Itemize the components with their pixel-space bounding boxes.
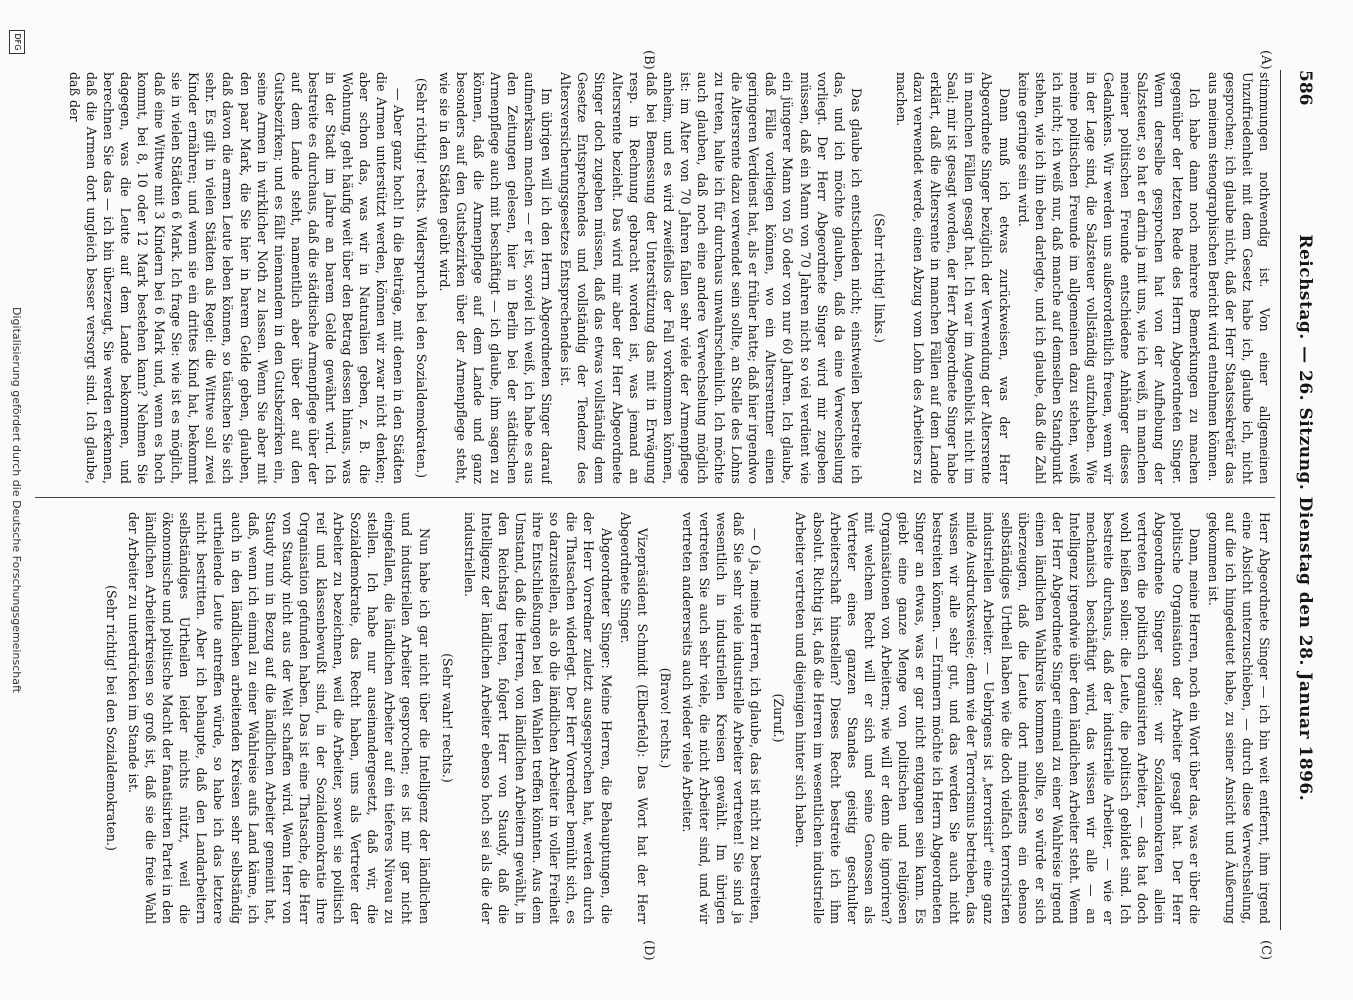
page-title: Reichstag. — 26. Sitzung. Dienstag den 28. Januar 1896.: [1295, 234, 1315, 802]
digitization-credit: Digitalisierung gefördert durch die Deutsche Forschungsgemeinschaft: [10, 307, 23, 693]
right-column-paragraph: Abgeordneter Singer: Meine Herren, die Behauptungen, die der Herr Vorredner zuletzt ausgesprochen hat, werden durch die Thatsachen widerlegt. Der Herr Vorredner bemüht sich, es so darzustellen, als ob die ländlichen Arbeiter in voller Freiheit ihre Entschließungen bei den Wahlen treffen könnten. Aus dem Umstand, daß die Herren, von ländlichen Arbeitern gewählt, in den Reichstag treten, folgert Herr von Staudy, daß die Intelligenz der ländlichen Arbeiter ebenso hoch sei als die der industriellen.: [461, 512, 614, 924]
right-column-paragraph: Nun habe ich gar nicht über die Intelligenz der ländlichen und industriellen Arbeiter gesprochen; es ist mir gar nicht eingefallen, die ländlichen Arbeiter auf ein tieferes Niveau zu stellen. Ich habe nur auseinandergesetzt, daß wir, die Sozialdemokratie, das Recht haben, uns als Vertreter der Arbeiter zu bezeichnen, weil die Arbeiter, soweit sie politisch reif und klassenbewußt sind, in der Sozialdemokratie ihre Organisation gefunden haben. Das ist eine Thatsache, die Herr von Staudy nicht aus der Welt schaffen wird. Wenn Herr von Staudy nun in Bezug auf die ländlichen Arbeiter gemeint hat, daß, wenn ich einmal zu einer Wahlreise aufs Land käme, ich auch in den ländlichen arbeitenden Kreisen sehr selbständig urtheilende Leute antreffen würde, so habe ich das letztere nicht bestritten. Aber ich behaupte, daß den Landarbeitern selbständiges Urtheilen leider nichts nützt, weil die ökonomische und politische Macht der fanatisirten Partei in den ländlichen Arbeiterkreisen so groß ist, daß sie die freie Wahl der Arbeiter zu unterdrücken im Stande ist.: [126, 512, 432, 924]
left-column-paragraph: Im übrigen will ich den Herrn Abgeordneten Singer darauf aufmerksam machen — er ist, soviel ich weiß, ich habe es aus den Zeitungen gelesen, hier in Berlin bei der städtischen Armenpflege auch mit beschäftigt — ich glaube, ihm sagen zu können, daß die Armenpflege auf dem Lande und ganz besonders auf den Gutsbezirken über der Armenpflege steht, wie sie in den Städten geübt wird.: [436, 72, 555, 484]
right-column-paragraph: Dann, meine Herren, noch ein Wort über das, was er über die politische Organisation der Arbeiter gesagt hat. Der Herr Abgeordnete Singer sagte: wir Sozialdemokraten allein vertreten die politisch organisirten Arbeiter, — das hat doch wohl heißen sollen: die Leute, die politisch gebildet sind. Ich bestreite durchaus, daß der industrielle Arbeiter, — wie er mechanisch beschäftigt wird, das wissen wir alle — an Intelligenz irgendwie über dem ländlichen Arbeiter steht. Wenn der Herr Abgeordnete Singer einmal zu einer Wahlreise irgend einen ländlichen Wahlkreis kommen sollte, so würde er sich überzeugen, daß die Leute dort mindestens ein ebenso selbständiges Urtheil haben wie die doch vielfach terrorisirten industriellen Arbeiter. — Uebrigens ist „terrorisirt“ eine ganz milde Ausdrucksweise; denn wie der Terrorismus betrieben, das wissen wir alle sehr gut, und das werden Sie auch nicht bestreiten können. — Erinnern möchte ich Herrn Abgeordneten Singer an etwas, was er gar nicht entgangen sein kann. Es giebt eine ganze Menge von politischen und religiösen Organisationen von Arbeitern; wie will er denn die ignoriren? mit welchem Recht will er sich und seine Genossen als Vertreter eines ganzen Standes geistig geschulter Arbeiterschaft hinstellen? Dieses Recht bestreite ich ihm absolut. Richtig ist, daß die Herren im wesentlichen industrielle Arbeiter vertreten und diejenigen hinter sich haben.: [793, 512, 1202, 924]
header-rule: [1280, 70, 1281, 930]
left-column-paragraph: (Sehr richtig! links.): [871, 213, 887, 343]
right-column-paragraph: (Sehr wahr! rechts.): [439, 653, 455, 783]
left-column-paragraph: Dann muß ich etwas zurückweisen, was der Herr Abgeordnete Singer bezüglich der Verwendung der Altersrente in manchen Fällen gesagt hat. Ich war im Augenblick nicht im Saal; mir ist gesagt worden, der Herr Abgeordnete Singer habe erklärt, daß die Altersrente in manchen Fällen auf dem Lande dazu verwendet werde, einen Abzug vom Lohn des Arbeiters zu machen.: [894, 72, 1012, 484]
page-header: [1287, 70, 1315, 930]
margin-marker-b: (B): [641, 50, 656, 70]
left-column-paragraph: (Sehr richtig! rechts. Widerspruch bei den Sozialdemokraten.): [414, 77, 430, 479]
margin-marker-a: (A): [1258, 50, 1273, 70]
margin-marker-d: (D): [641, 940, 656, 961]
left-column-paragraph: stimmungen nothwendig ist. Von einer allgemeinen Unzufriedenheit mit dem Gesetz habe ich, glaube ich, nicht gesprochen; ich glaube nicht, daß der Herr Staatssekretär das aus meinem stenographischen Bericht wird entnehmen können.: [1205, 72, 1272, 484]
left-column-paragraph: — Aber ganz hoch! In die Beiträge, mit denen in den Städten die Armen unterstützt werden, können wir zwar nicht denken; aber schon das, was wir in Naturalien geben, z. B. die Wohnung, geht häufig weit über den Betrag dessen hinaus, was in der Stadt im Jahre an barem Gelde gewährt wird. Ich bestreite es durchaus, daß die städtische Armenpflege über der auf dem Lande steht, namentlich aber über der auf den Gutsbezirken; und es fällt niemandem in den Gutsbezirken ein, seine Armen in wirklicher Noth zu lassen. Wenn Sie aber mit den paar Mark, die Sie hier in barem Gelde geben, glauben, daß davon die armen Leute leben können, so täuschen Sie sich sehr. Es gilt in vielen Städten als Regel: die Wittwe soll zwei Kinder ernähren; und wenn sie ein drittes Kind hat, bekommt sie in vielen Städten 6 Mark. Ich frage Sie: wie ist es möglich, daß eine Wittwe mit 3 Kindern bei 6 Mark und, wenn es hoch kommt, bei 8, 10 oder 12 Mark bestehen kann? Nehmen Sie dagegen, was die Leute auf dem Lande bekommen, und berechnen Sie das — ich bin überzeugt, Sie werden erkennen, daß die Armen dort ungleich besser versorgt sind. Ich glaube, daß der: [66, 72, 407, 484]
dfg-logo: DFG: [9, 30, 25, 54]
right-column-paragraph: Herr Abgeordnete Singer — ich bin weit entfernt, ihm irgend eine Absicht unterzuschieben, — durch diese Verwechselung, auf die ich hingedeutet habe, zu seiner Ansicht und Äußerung gekommen ist.: [1205, 512, 1272, 924]
right-column-paragraph: (Bravo! rechts.): [657, 667, 673, 769]
left-text-column: [41, 72, 1273, 484]
right-text-column: [41, 512, 1273, 924]
page-number: 586: [1295, 70, 1315, 106]
left-column-paragraph: Ich habe dann noch mehrere Bemerkungen zu machen gegenüber der letzten Rede des Herrn Abgeordneten Singer. Wenn derselbe gesprochen hat von der Aufhebung der Salzsteuer, so hat er darin ja mit uns, wie ich weiß, in manchen meiner politischen Freunde entschiedene Anhänger dieses Gedankens. Wir werden uns außerordentlich freuen, wenn wir in der Lage sind, die Salzsteuer vollständig aufzuheben. Wie meine politischen Freunde im allgemeinen dazu stehen, weiß ich nicht; ich weiß nur, daß manche auf demselben Standpunkt stehen, wie ich ihn eben darlegte, und ich glaube, daß die Zahl keine geringe sein wird.: [1015, 72, 1202, 484]
left-column-paragraph: Das glaube ich entschieden nicht; einstweilen bestreite ich das, und ich möchte glauben, daß da eine Verwechselung vorliegt. Der Herr Abgeordnete Singer wird mir zugeben müssen, daß ein Mann von 70 Jahren nicht so viel verdient wie ein jüngerer Mann von 50 oder von nur 60 Jahren. Ich glaube, daß Fälle vorliegen können, wo ein Altersrentner einen geringeren Verdienst hat, als er früher hatte; daß hier irgendwo die Altersrente dazu verwendet sein sollte, an Stelle des Lohns zu treten, halte ich für durchaus unwahrscheinlich. Ich möchte auch glauben, daß noch eine andere Verwechselung möglich ist: im Alter von 70 Jahren fallen sehr viele der Armenpflege anheim, und es wird zweifellos der Fall vorkommen können, daß bei Bemessung der Unterstützung das mit in Erwägung resp. in Rechnung gebracht worden ist, was jemand an Altersrente bezieht. Das wird mir aber der Herr Abgeordnete Singer doch zugeben müssen, daß das etwas vollständig dem Gesetze Entsprechendes und vollständig der Tendenz des Altersversicherungsgesetzes Entsprechendes ist.: [558, 72, 864, 484]
column-divider: [35, 497, 1275, 498]
right-column-paragraph: — O ja, meine Herren, ich glaube, das ist nicht zu bestreiten, daß Sie sehr viele industrielle Arbeiter vertreten! Sie sind ja wesentlich in industriellen Kreisen gewählt. Im übrigen vertreten Sie auch sehr viele, die nicht Arbeiter sind, und wir vertreten andererseits auch wieder viele Arbeiter.: [679, 512, 764, 924]
right-column-paragraph: Vizepräsident Schmidt (Elberfeld): Das Wort hat der Herr Abgeordnete Singer.: [617, 512, 650, 924]
right-column-paragraph: (Sehr richtig! bei den Sozialdemokraten.): [103, 585, 119, 851]
right-column-paragraph: (Zuruf.): [771, 693, 787, 743]
margin-marker-c: (C): [1258, 940, 1273, 961]
